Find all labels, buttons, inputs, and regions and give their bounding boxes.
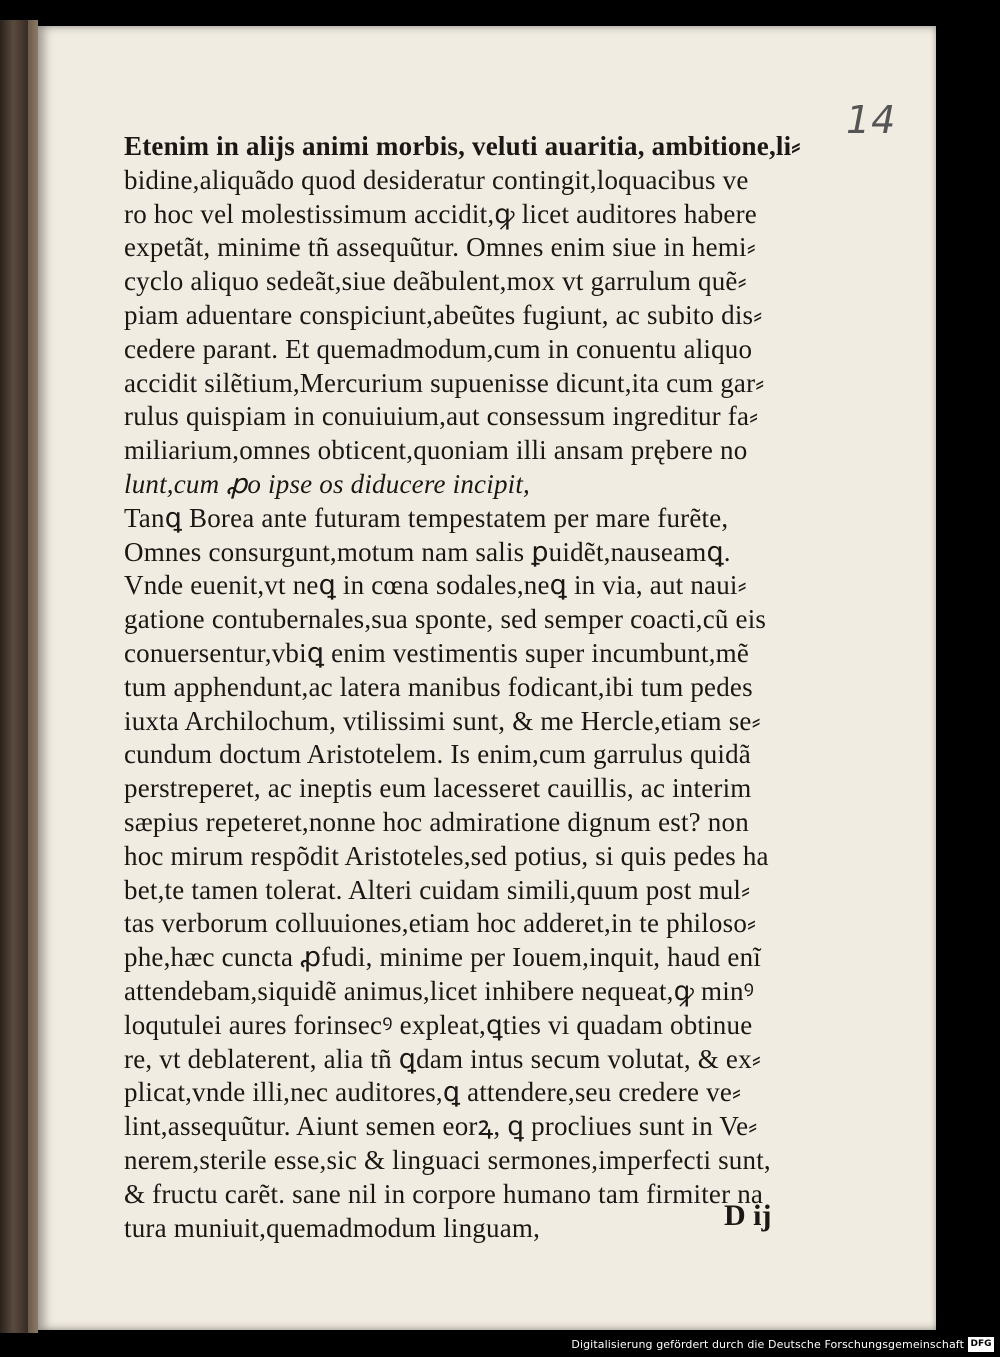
text-line: lunt,cum ꝓo ipse os diducere incipit, bbox=[124, 468, 530, 499]
book-page bbox=[38, 26, 936, 1330]
text-line: accidit silẽtium,Mercurium supuenisse dicunt,ita cum gar⸗ bbox=[124, 367, 765, 398]
text-line: piam aduentare conspiciunt,abeũtes fugiunt, ac subito dis⸗ bbox=[124, 299, 763, 330]
text-line: ro hoc vel molestissimum accidit,ꝙ licet auditores habere bbox=[124, 198, 757, 229]
text-line: tura muniuit,quemadmodum linguam, bbox=[124, 1212, 541, 1243]
folio-number: 14 bbox=[846, 98, 897, 142]
text-line: attendebam,siquidẽ animus,licet inhibere nequeat,ꝙ minꝰ bbox=[124, 975, 755, 1006]
text-line: cundum doctum Aristotelem. Is enim,cum garrulus quidã bbox=[124, 739, 751, 770]
text-line: iuxta Archilochum, vtilissimi sunt, & me Hercle,etiam se⸗ bbox=[124, 705, 761, 736]
text-line: Tanꝗ Borea ante futuram tempestatem per mare furẽte, bbox=[124, 502, 729, 533]
text-line: gatione contubernales,sua sponte, sed semper coacti,cũ eis bbox=[124, 604, 767, 635]
text-line: sæpius repeteret,nonne hoc admiratione dignum est? non bbox=[124, 806, 749, 837]
text-line: perstreperet, ac ineptis eum lacesseret cauillis, ac interim bbox=[124, 773, 752, 804]
text-line: re, vt deblaterent, alia tñ ꝗdam intus secum volutat, & ex⸗ bbox=[124, 1043, 762, 1074]
text-line: hoc mirum respõdit Aristoteles,sed potius, si quis pedes ha bbox=[124, 840, 769, 871]
dfg-logo-icon: DFG bbox=[968, 1337, 994, 1352]
text-line: nerem,sterile esse,sic & linguaci sermones,imperfecti sunt, bbox=[124, 1144, 771, 1175]
text-line: loqutulei aures forinsecꝰ expleat,ꝗties vi quadam obtinue bbox=[124, 1009, 753, 1040]
text-line: Etenim in alijs animi morbis, veluti auaritia, ambitione,li⸗ bbox=[124, 131, 801, 161]
text-line: tum apphendunt,ac latera manibus fodicant,ibi tum pedes bbox=[124, 671, 753, 702]
text-line: phe,hæc cuncta ꝓfudi, minime per Iouem,inquit, haud enĩ bbox=[124, 942, 761, 973]
text-line: bidine,aliquãdo quod desideratur contingit,loquacibus ve bbox=[124, 164, 749, 195]
signature-mark: D ij bbox=[724, 1199, 772, 1232]
text-line: & fructu carẽt. sane nil in corpore humano tam firmiter na bbox=[124, 1178, 764, 1209]
text-line: expetãt, minime tñ assequũtur. Omnes enim siue in hemi⸗ bbox=[124, 232, 756, 263]
text-block bbox=[124, 130, 839, 1245]
footer-bar bbox=[0, 1333, 1000, 1357]
text-line: cedere parant. Et quemadmodum,cum in conuentu aliquo bbox=[124, 333, 753, 364]
text-line: Vnde euenit,vt neꝗ in cœna sodales,neꝗ in via, aut naui⸗ bbox=[124, 570, 747, 601]
footer-credit: Digitalisierung gefördert durch die Deutsche Forschungsgemeinschaft bbox=[571, 1338, 964, 1351]
text-line: conuersentur,vbiꝗ enim vestimentis super incumbunt,mẽ bbox=[124, 637, 750, 668]
text-line: tas verborum colluuiones,etiam hoc adderet,in te philoso⸗ bbox=[124, 908, 757, 939]
text-line: Omnes consurgunt,motum nam salis ꝑuidẽt,nauseamꝗ. bbox=[124, 536, 731, 567]
text-line: plicat,vnde illi,nec auditores,ꝗ attendere,seu credere ve⸗ bbox=[124, 1077, 742, 1108]
text-line: cyclo aliquo sedeãt,siue deãbulent,mox vt garrulum quẽ⸗ bbox=[124, 266, 747, 297]
text-line: miliarium,omnes obticent,quoniam illi ansam prębere no bbox=[124, 435, 748, 466]
book-binding bbox=[28, 20, 38, 1340]
text-line: lint,assequũtur. Aiunt semen eorꝝ, ꝗ procliues sunt in Ve⸗ bbox=[124, 1111, 758, 1142]
text-line: bet,te tamen tolerat. Alteri cuidam simili,quum post mul⸗ bbox=[124, 874, 751, 905]
text-line: rulus quispiam in conuiuium,aut consessum ingreditur fa⸗ bbox=[124, 401, 759, 432]
